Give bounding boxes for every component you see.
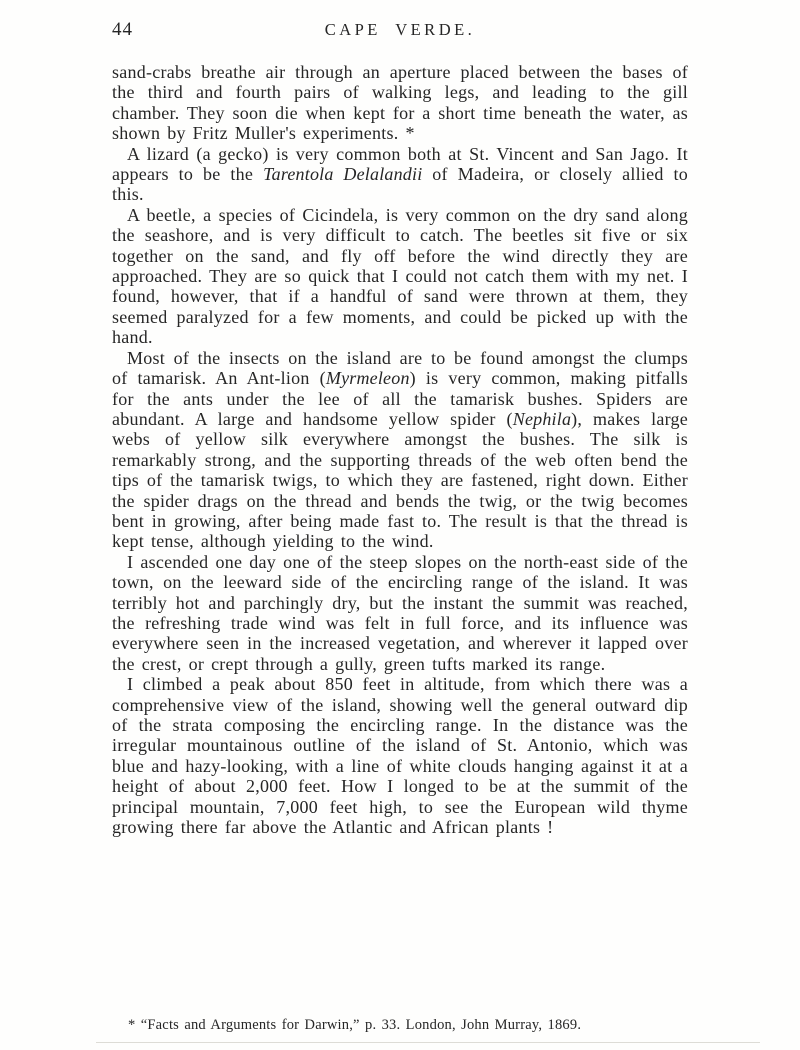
text-segment: ) is very common, making pitfalls for the ants under the lee of all the tamarisk bushes. Spiders are abundant. A large and handsome yellow spider ( (112, 368, 688, 429)
paragraph (112, 674, 688, 837)
page-number: 44 (112, 19, 133, 40)
text-segment: I climbed a peak about 850 feet in altitude, from which there was a comprehensive view of the island, showing well the general outward dip of the strata composing the encircling range. In the distance was the irregular mountainous outline of the island of St. Antonio, which was blue and hazy-looking, with a line of white clouds hanging against it at a height of about 2,000 feet. How I longed to be at the summit of the principal mountain, 7,000 feet high, to see the European wild thyme growing there far above the Atlantic and African plants ! (112, 674, 688, 838)
running-title: CAPE VERDE. (324, 20, 476, 39)
paragraph (112, 62, 688, 144)
paragraph (112, 144, 688, 205)
paragraph (112, 348, 688, 552)
text-segment: A beetle, a species of Cicindela, is very common on the dry sand along the seashore, and is very difficult to catch. The beetles sit five or six together on the sand, and fly off before the wind directly they are approached. They are so quick that I could not catch them with my net. I found, however, that if a handful of sand were thrown at them, they seemed paralyzed for a few moments, and could be picked up with the hand. (112, 204, 688, 348)
text-segment: I ascended one day one of the steep slopes on the north-east side of the town, on the leeward side of the encircling range of the island. It was terribly hot and parchingly dry, but the instant the summit was reached, the refreshing trade wind was felt in full force, and its influence was everywhere seen in the increased vegetation, and wherever it lapped over the crest, or crept through a gully, green tufts marked its range. (112, 551, 688, 674)
text-segment: sand-crabs breathe air through an aperture placed between the bases of the third and fourth pairs of walking legs, and leading to the gill chamber. They soon die when kept for a short time beneath the water, as shown by Fritz Muller's experiments. * (112, 62, 688, 144)
paragraph (112, 205, 688, 348)
paragraph (112, 552, 688, 674)
text-segment: ), makes large webs of yellow silk everywhere amongst the bushes. The silk is remarkably strong, and the supporting threads of the web often bend the tips of the tamarisk twigs, to which they are fastened, right down. Either the spider drags on the thread and bends the twig, or the twig becomes bent in growing, after being made fast to. The result is that the thread is kept tense, although yielding to the wind. (112, 408, 688, 552)
scan-edge-shadow (96, 1042, 760, 1043)
page-header (112, 18, 688, 44)
text-segment: A lizard (a gecko) is very common both at St. Vincent and San Jago. It appears to be the (112, 143, 688, 185)
species-name-italic: Myrmeleon (325, 368, 410, 389)
page-body (112, 62, 688, 837)
text-segment: of Madeira, or closely allied to this. (112, 164, 688, 205)
footnote: * “Facts and Arguments for Darwin,” p. 33. London, John Murray, 1869. (128, 1017, 582, 1033)
species-name-italic: Tarentola Delalandii (263, 164, 423, 185)
species-name-italic: Nephila (512, 408, 572, 429)
text-segment: Most of the insects on the island are to be found amongst the clumps of tamarisk. An Ant-lion ( (112, 347, 688, 389)
